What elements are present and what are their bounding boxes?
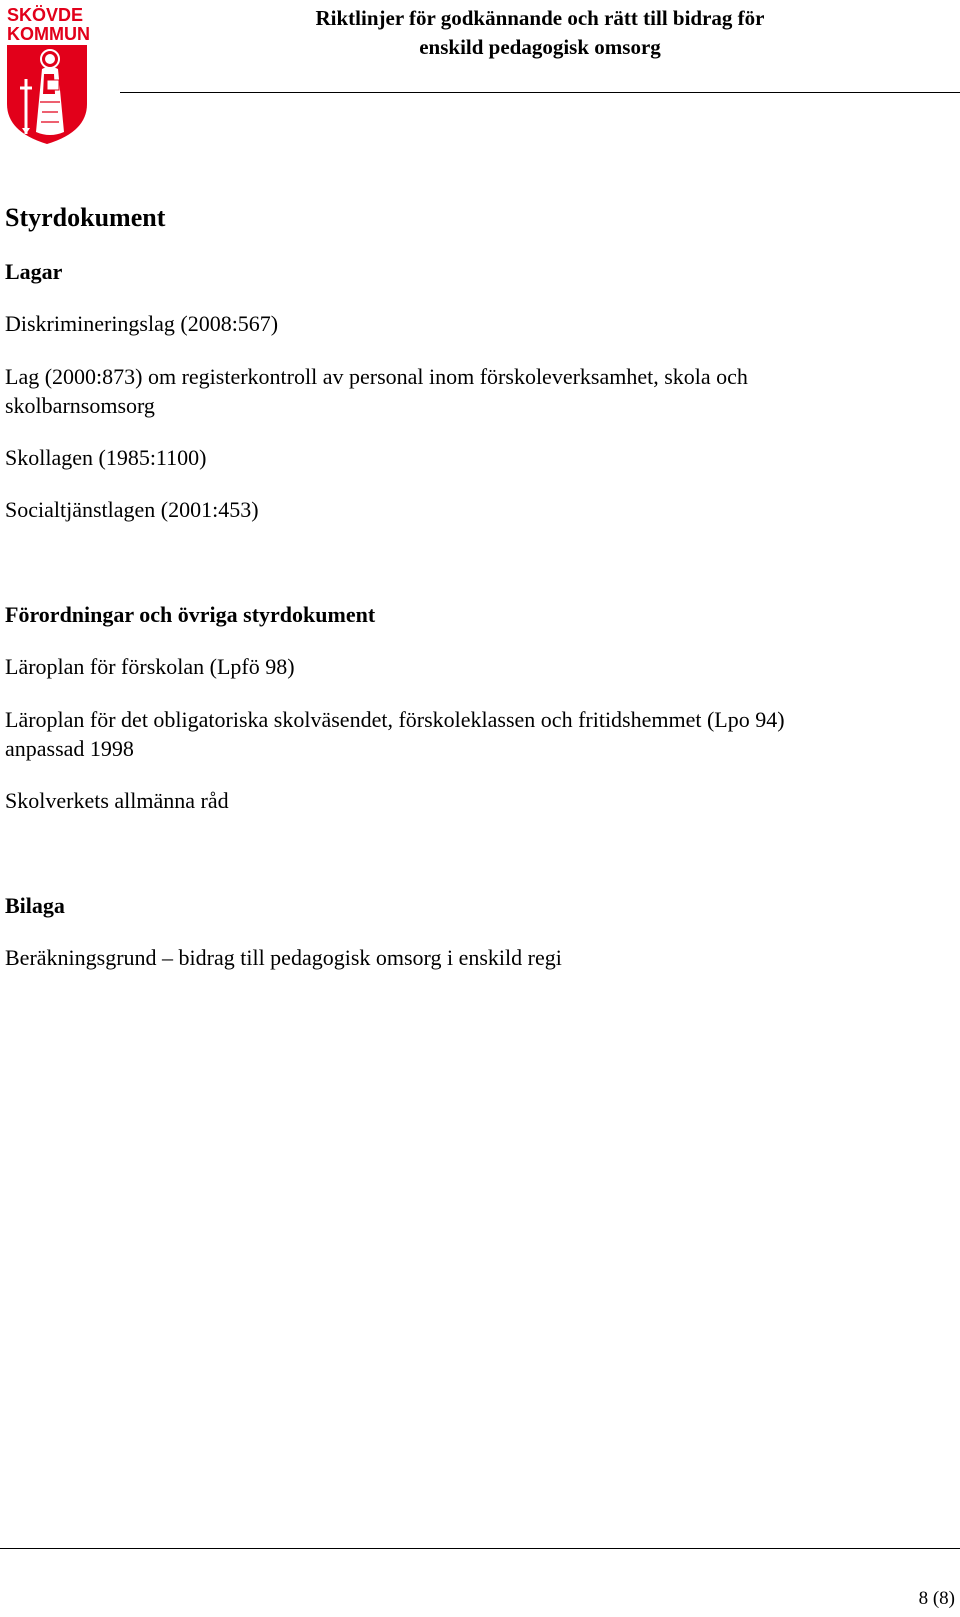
page-number: 8 (8) bbox=[918, 1588, 955, 1609]
law-item: Diskrimineringslag (2008:567) bbox=[5, 311, 279, 336]
svg-text:KOMMUN: KOMMUN bbox=[7, 24, 90, 44]
regulation-item: Läroplan för förskolan (Lpfö 98) bbox=[5, 654, 295, 679]
law-item: Socialtjänstlagen (2001:453) bbox=[5, 497, 259, 522]
law-item: Lag (2000:873) om registerkontroll av personal inom förskoleverksamhet, skola och bbox=[5, 364, 748, 389]
regulation-item: Skolverkets allmänna råd bbox=[5, 788, 229, 813]
law-item: Skollagen (1985:1100) bbox=[5, 445, 207, 470]
section-heading-styrdokument: Styrdokument bbox=[5, 203, 166, 232]
subsection-heading-bilaga: Bilaga bbox=[5, 893, 65, 918]
appendix-item: Beräkningsgrund – bidrag till pedagogisk omsorg i enskild regi bbox=[5, 945, 562, 970]
subsection-heading-forordningar: Förordningar och övriga styrdokument bbox=[5, 602, 376, 627]
law-item-continuation: skolbarnsomsorg bbox=[5, 393, 155, 418]
skovde-kommun-logo bbox=[6, 4, 92, 146]
document-title-line-1: Riktlinjer för godkännande och rätt till bidrag för bbox=[315, 6, 765, 30]
subsection-heading-lagar: Lagar bbox=[5, 259, 63, 284]
regulation-item: Läroplan för det obligatoriska skolväsendet, förskoleklassen och fritidshemmet (Lpo 94) bbox=[5, 707, 785, 732]
document-body bbox=[5, 202, 945, 972]
regulation-item-continuation: anpassad 1998 bbox=[5, 736, 134, 761]
document-title-line-2: enskild pedagogisk omsorg bbox=[419, 35, 661, 59]
footer-divider bbox=[0, 1548, 960, 1549]
header-divider bbox=[120, 92, 960, 93]
document-title bbox=[250, 4, 830, 62]
svg-text:SKÖVDE: SKÖVDE bbox=[7, 5, 84, 25]
